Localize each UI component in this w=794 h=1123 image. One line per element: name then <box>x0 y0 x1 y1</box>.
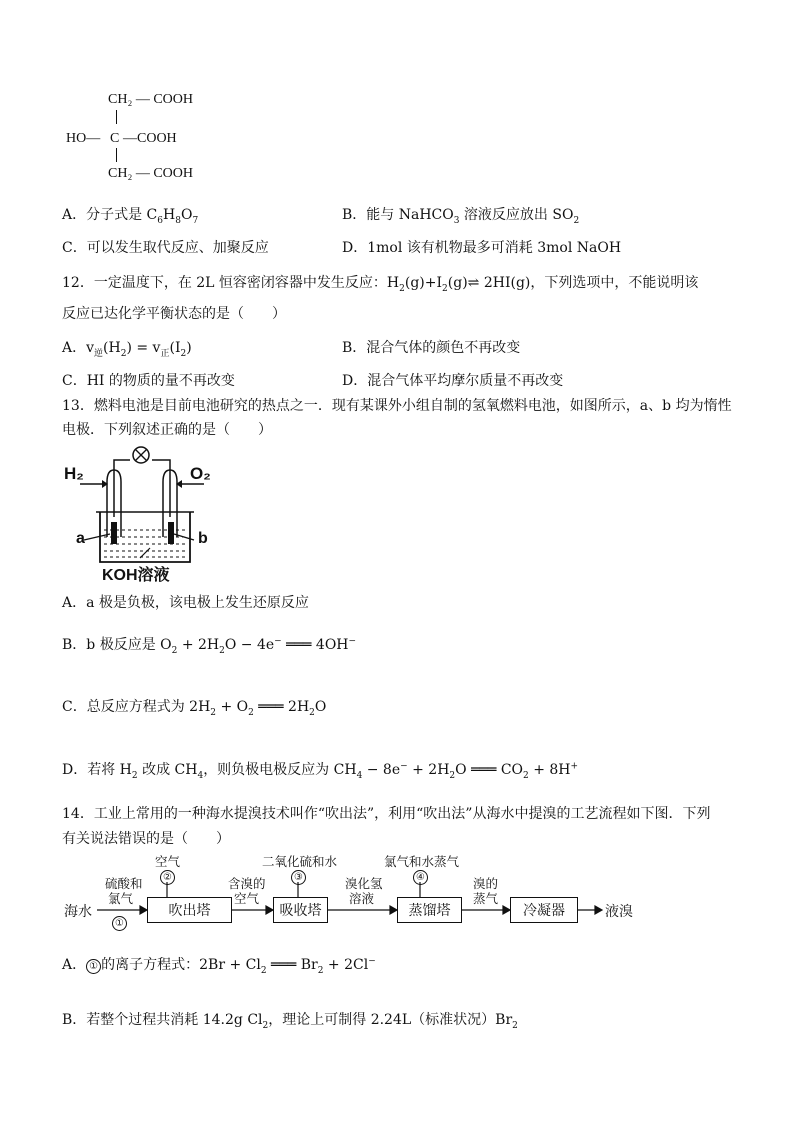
q12-stem-line2: 反应已达化学平衡状态的是（ ） <box>62 306 286 322</box>
q12-option-c: C．HI 的物质的量不再改变 <box>62 373 235 389</box>
q11-option-a: A．分子式是 $C_6H_8O_7$ <box>62 207 199 226</box>
q12-option-d: D．混合气体平均摩尔质量不再改变 <box>342 373 564 389</box>
q12-stem-line1: 12．一定温度下，在 2L 恒容密闭容器中发生反应：$H_2(g)+I_2(g)\rightleftharpoons$ 2HI(g)，下列选项中，不能说明该 <box>62 275 699 294</box>
flow-add1-a: 硫酸和 <box>105 876 143 891</box>
flow-box-distill: 蒸馏塔 <box>397 897 462 923</box>
flow-num3: ③ <box>291 870 306 885</box>
flow-num4: ④ <box>413 870 428 885</box>
flow-mid3-a: 溴的 <box>473 876 499 891</box>
flow-num1: ① <box>112 916 127 931</box>
bond-vertical-bottom <box>116 148 117 162</box>
fig-label-b: b <box>198 530 208 547</box>
bromine-flowchart <box>0 848 794 938</box>
q13-option-c: C．总反应方程式为 $2H_2 + O_2$ ═══ $2H_2O$ <box>62 699 327 718</box>
flow-box-condenser: 冷凝器 <box>510 897 578 923</box>
q14-stem-line2: 有关说法错误的是（ ） <box>62 831 230 847</box>
flow-seawater: 海水 <box>64 904 92 920</box>
formula-center: C <box>110 131 120 146</box>
flow-mid2-b: 溶液 <box>349 891 375 906</box>
flow-mid3-b: 蒸气 <box>473 891 499 906</box>
flow-product: 液溴 <box>605 904 633 920</box>
flow-box-blowout: 吹出塔 <box>147 897 232 923</box>
fig-label-h2: H₂ <box>64 464 84 483</box>
q14-stem-line1: 14．工业上常用的一种海水提溴技术叫作“吹出法”，利用“吹出法”从海水中提溴的工艺流程如下图．下列 <box>62 806 711 822</box>
formula-bottom: CH₂ — COOH <box>108 166 193 181</box>
flow-add2: 空气 <box>155 854 181 869</box>
flow-mid1-b: 空气 <box>234 891 260 906</box>
q13-stem-line1: 13．燃料电池是目前电池研究的热点之一．现有某课外小组自制的氢氧燃料电池，如图所示，a、b 均为惰性 <box>62 398 732 414</box>
q13-option-d: D．若将 $H_2$ 改成 $CH_4$，则负极电极反应为 $CH_4 - 8e^- + 2H_2O$ ═══ $CO_2 + 8H^+$ <box>62 761 579 781</box>
flow-mid2-a: 溴化氢 <box>345 876 383 891</box>
q13-stem-line2: 电极．下列叙述正确的是（ ） <box>62 422 272 438</box>
q13-option-b: B．b 极反应是 $O_2 + 2H_2O - 4e^-$ ═══ 4OH− <box>62 636 357 656</box>
q14-option-a: A． ① 的离子方程式：$2Br + Cl_2$ ═══ $Br_2 + 2Cl^-$ <box>62 956 376 976</box>
formula-right: —COOH <box>123 131 177 146</box>
formula-left: HO— <box>66 131 101 146</box>
flow-add1-b: 氯气 <box>108 891 134 906</box>
fuel-cell-figure <box>62 442 222 582</box>
q14-option-b: B．若整个过程共消耗 14.2g $Cl_2$，理论上可制得 2.24L（标准状况）$Br_2$ <box>62 1012 518 1031</box>
q11-option-d: D．1mol 该有机物最多可消耗 3mol NaOH <box>342 240 622 256</box>
fig-label-koh: KOH溶液 <box>102 567 170 584</box>
flow-num2: ② <box>160 870 175 885</box>
q13-option-a: A．a 极是负极，该电极上发生还原反应 <box>62 595 309 611</box>
flow-mid1-a: 含溴的 <box>228 876 266 891</box>
q12-option-a: A．$v_逆(H_2) = v_正(I_2)$ <box>62 340 192 359</box>
fig-label-a: a <box>76 530 85 547</box>
bond-vertical-top <box>116 110 117 124</box>
formula-top: CH₂ — COOH <box>108 92 193 107</box>
q11-option-c: C．可以发生取代反应、加聚反应 <box>62 240 269 256</box>
fig-label-o2: O₂ <box>190 464 211 483</box>
fuel-cell-diagram <box>62 442 222 582</box>
flow-box-absorb: 吸收塔 <box>273 897 328 923</box>
q11-option-b: B．能与 NaHCO$_3$ 溶液反应放出 $SO_2$ <box>342 207 580 226</box>
flow-add4: 氯气和水蒸气 <box>384 854 460 869</box>
q12-option-b: B．混合气体的颜色不再改变 <box>342 340 521 356</box>
flow-add3: 二氧化硫和水 <box>262 854 338 869</box>
